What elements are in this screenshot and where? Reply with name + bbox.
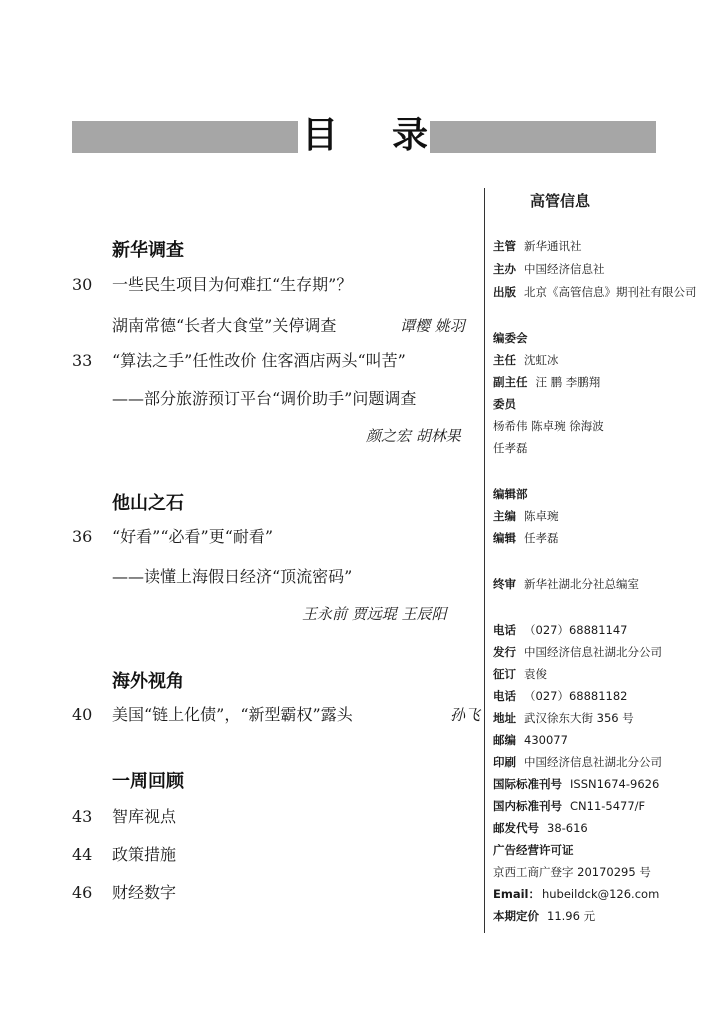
masthead-line-subscription: 征订 袁俊 bbox=[493, 667, 547, 681]
section-heading: 他山之石 bbox=[112, 493, 184, 514]
toc-title: 政策措施 bbox=[112, 845, 177, 864]
masthead-line-editor: 编辑 任孝磊 bbox=[493, 531, 559, 545]
toc-page-number: 30 bbox=[72, 275, 93, 294]
toc-authors: 谭樱 姚羽 bbox=[400, 317, 465, 335]
toc-page-number: 36 bbox=[72, 527, 93, 546]
masthead-line-organizer: 主办 中国经济信息社 bbox=[493, 262, 605, 276]
masthead-members-label: 委员 bbox=[493, 397, 516, 411]
masthead-members-2: 任孝磊 bbox=[493, 441, 528, 455]
section-heading: 新华调查 bbox=[112, 240, 184, 261]
title-bar-right bbox=[430, 121, 656, 153]
masthead-line-issn: 国际标准刊号 ISSN1674-9626 bbox=[493, 777, 660, 791]
masthead-line-postcode: 邮编 430077 bbox=[493, 733, 568, 747]
masthead-line-email[interactable]: Email： hubeildck@126.com bbox=[493, 887, 660, 901]
masthead-line-chief-editor: 主编 陈卓琬 bbox=[493, 509, 559, 523]
masthead-ad-license: 京西工商广登字 20170295 号 bbox=[493, 865, 651, 879]
masthead-line-phone2: 电话 （027）68881182 bbox=[493, 689, 628, 703]
toc-page-number: 40 bbox=[72, 705, 93, 724]
toc-authors: 颜之宏 胡林果 bbox=[366, 427, 461, 445]
masthead-line-printing: 印刷 中国经济信息社湖北分公司 bbox=[493, 755, 662, 769]
toc-title: 一些民生项目为何难扛“生存期”？ bbox=[112, 275, 353, 294]
section-heading: 一周回顾 bbox=[112, 771, 184, 792]
toc-title: 美国“链上化债”，“新型霸权”露头 bbox=[112, 705, 353, 724]
masthead-line-director: 主任 沈虹冰 bbox=[493, 353, 559, 367]
toc-authors: 孙飞 bbox=[450, 706, 481, 724]
toc-subtitle[interactable]: 湖南常德“长者大食堂”关停调查 bbox=[112, 316, 337, 335]
masthead-line-address: 地址 武汉徐东大街 356 号 bbox=[493, 711, 634, 725]
masthead-committee: 编委会 bbox=[493, 331, 528, 345]
toc-subtitle[interactable]: ——读懂上海假日经济“顶流密码” bbox=[112, 567, 353, 586]
masthead-line-distribution: 发行 中国经济信息社湖北分公司 bbox=[493, 645, 662, 659]
page-title bbox=[302, 114, 428, 158]
masthead-ad-label: 广告经营许可证 bbox=[493, 843, 574, 857]
masthead-line-final-review: 终审 新华社湖北分社总编室 bbox=[493, 577, 639, 591]
toc-title: 智库视点 bbox=[112, 807, 177, 826]
section-heading: 海外视角 bbox=[112, 671, 184, 692]
toc-authors: 王永前 贾远琨 王辰阳 bbox=[302, 605, 447, 623]
title-bar-left bbox=[72, 121, 298, 153]
masthead-members-1: 杨希伟 陈卓琬 徐海波 bbox=[493, 419, 604, 433]
toc-title: 财经数字 bbox=[112, 883, 177, 902]
masthead-line-deputy: 副主任 汪 鹏 李鹏翔 bbox=[493, 375, 601, 389]
toc-title: “好看”“必看”更“耐看” bbox=[112, 527, 274, 546]
toc-page-number: 46 bbox=[72, 883, 93, 902]
toc-page-number: 44 bbox=[72, 845, 93, 864]
toc-page-number: 33 bbox=[72, 351, 93, 370]
masthead-line-price: 本期定价 11.96 元 bbox=[493, 909, 596, 923]
masthead-heading: 高管信息 bbox=[530, 192, 591, 210]
toc-subtitle[interactable]: ——部分旅游预订平台“调价助手”问题调查 bbox=[112, 389, 417, 408]
masthead-line-publisher: 出版 北京《高管信息》期刊社有限公司 bbox=[493, 285, 697, 299]
toc-page-number: 43 bbox=[72, 807, 93, 826]
masthead-editorial: 编辑部 bbox=[493, 487, 528, 501]
page-title-right: 录 bbox=[391, 115, 428, 156]
masthead-line-cn: 国内标准刊号 CN11-5477/F bbox=[493, 799, 646, 813]
column-divider bbox=[484, 188, 485, 933]
masthead-line-phone: 电话 （027）68881147 bbox=[493, 623, 628, 637]
page-title-left: 目 bbox=[302, 115, 339, 156]
masthead-line-sponsor: 主管 新华通讯社 bbox=[493, 239, 582, 253]
masthead-line-postal: 邮发代号 38-616 bbox=[493, 821, 588, 835]
toc-title: “算法之手”任性改价 住客酒店两头“叫苦” bbox=[112, 351, 406, 370]
